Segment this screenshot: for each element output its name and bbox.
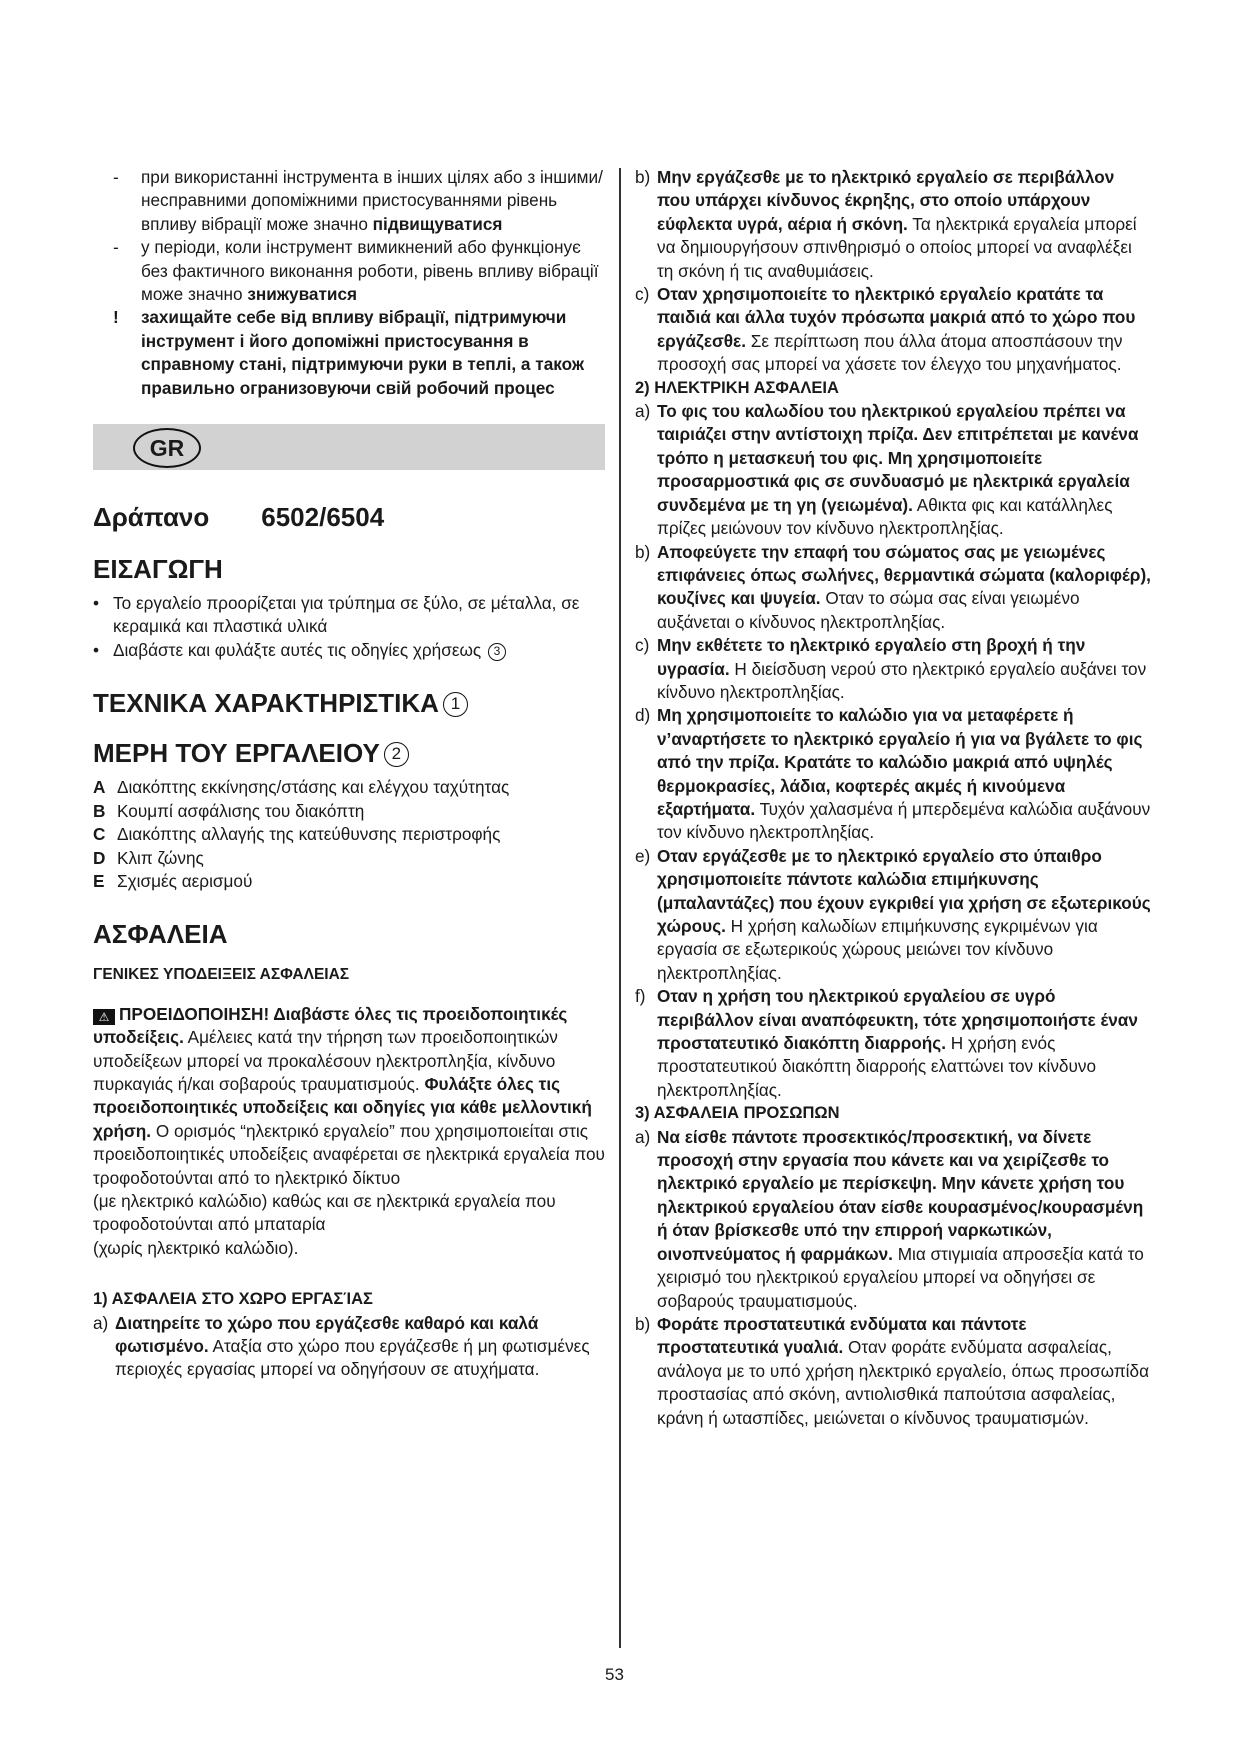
product-name: Δράπανο xyxy=(93,502,210,533)
uk-text: у періоди, коли інструмент вимикнений або функціонує без фактичного виконання роботи, рівень впливу вібрації може значно xyxy=(141,237,599,305)
item-letter: d) xyxy=(635,705,651,726)
part-key: D xyxy=(93,847,106,868)
specs-heading xyxy=(93,688,605,718)
part-key: C xyxy=(93,824,106,845)
safety-item xyxy=(635,400,1152,540)
warning-bold: ΠΡΟΕΙΔΟΠΟΙΗΣΗ! Διαβάστε όλες τις προειδοποιητικές υποδείξεις. xyxy=(93,1003,568,1048)
uk-text: при використанні інструмента в інших цілях або з іншими/несправними допоміжними пристосуваннями рівень впливу вібрації може значно xyxy=(141,167,603,234)
intro-bullet xyxy=(93,639,605,662)
bullet-icon: • xyxy=(93,639,100,660)
item-text: Αθικτα φις και κατάλληλες πρίζες μειώνουν τον κίνδυνο ηλεκτροπληξίας. xyxy=(657,494,1113,539)
language-badge: GR xyxy=(133,428,201,468)
item-text: Η χρήση ενός προστατευτικού διακόπτη διαρροής ελαττώνει τον κίνδυνο ηλεκτροπληξίας. xyxy=(657,1033,1097,1100)
figure-ref: 1 xyxy=(443,692,468,717)
item-text: Η χρήση καλωδίων επιμήκυνσης εγκριμένων για εργασία σε εξωτερικούς χώρους μειώνει τον κίνδυνο ηλεκτροπληξίας. xyxy=(657,916,1098,983)
bullet-icon: • xyxy=(93,593,100,614)
item-text: Τα ηλεκτρικά εργαλεία μπορεί να δημιουργήσουν σπινθηρισμό ο οποίος μπορεί να αναφλέξει τη σκόνη ή τις αναθυμιάσεις. xyxy=(657,213,1137,281)
intro-bullet xyxy=(93,592,605,639)
safety-item xyxy=(635,1126,1152,1313)
item-bold: Οταν η χρήση του ηλεκτρικού εργαλείου σε υγρό περιβάλλον είναι αναπόφευκτη, τότε χρησιμοποιήστε έναν προστατευτικό διακόπτη διαρροής. xyxy=(657,986,1138,1054)
uk-warning xyxy=(93,306,605,400)
exclamation-marker: ! xyxy=(113,307,119,328)
warning-text: (χωρίς ηλεκτρικό καλώδιο). xyxy=(93,1237,299,1258)
figure-ref: 3 xyxy=(488,643,506,661)
item-letter: c) xyxy=(635,635,650,656)
item-bold: Μην εκθέτετε το ηλεκτρικό εργαλείο στη βροχή ή την υγρασία. xyxy=(657,635,1086,679)
column-divider xyxy=(619,168,621,1648)
item-text: Σε περίπτωση που άλλα άτομα αποσπάσουν την προσοχή σας μπορεί να χάσετε τον έλεγχο του μηχανήματος. xyxy=(657,330,1123,375)
uk-bold-text: підвищуватися xyxy=(372,213,503,234)
uk-warning-text: захищайте себе від впливу вібрації, підтримуючи інструмент і його допоміжні пристосування в справному стані, підтримуючи руки в теплі, а також правильно огранизовуючи свій робочий процес xyxy=(141,307,585,398)
part-key: E xyxy=(93,870,105,891)
warning-text: Αμέλειες κατά την τήρηση των προειδοποιητικών υποδείξεων μπορεί να προκαλέσουν ηλεκτροπληξία, κίνδυνο πυρκαγιάς ή/και σοβαρούς τραυματισμούς. xyxy=(93,1027,558,1094)
item-bold: Μην εργάζεσθε με το ηλεκτρικό εργαλείο σε περιβάλλον που υπάρχει κίνδυνος έκρηξης, στο οποίο υπάρχουν εύφλεκτα υγρά, αέρια ή σκόνη. xyxy=(657,167,1115,234)
safety-item xyxy=(635,1313,1152,1430)
intro-heading: ΕΙΣΑΓΩΓΗ xyxy=(93,554,223,585)
item-text: Μια στιγμιαία απροσεξία κατά το χειρισμό του ηλεκτρικού εργαλείου μπορεί να οδηγήσει σε σοβαρούς τραυματισμούς. xyxy=(657,1243,1144,1311)
safety-heading: ΑΣΦΑΛΕΙΑ xyxy=(93,919,228,950)
page-number: 53 xyxy=(605,1665,624,1684)
safety-item xyxy=(635,166,1152,283)
warning-icon: ⚠ xyxy=(93,1009,115,1025)
item-text: Οταν το σώμα σας είναι γειωμένο αυξάνεται ο κίνδυνος ηλεκτροπληξίας. xyxy=(657,588,1080,632)
part-item xyxy=(93,800,605,823)
item-letter: b) xyxy=(635,1313,651,1334)
general-warning xyxy=(93,1003,605,1260)
item-bold: Διατηρείτε το χώρο που εργάζεσθε καθαρό και καλά φωτισμένο. xyxy=(115,1312,539,1356)
item-text: Η διείσδυση νερού στο ηλεκτρικό εργαλείο αυξάνει τον κίνδυνο ηλεκτροπληξίας. xyxy=(657,658,1147,702)
warning-text: (με ηλεκτρικό καλώδιο) καθώς και σε ηλεκτρικά εργαλεία που τροφοδοτούνται από μπαταρία xyxy=(93,1190,556,1235)
part-key: A xyxy=(93,777,106,798)
item-letter: e) xyxy=(635,845,651,866)
safety-item xyxy=(635,985,1152,1102)
safety-item xyxy=(635,634,1152,704)
uk-list-item xyxy=(93,236,605,306)
intro-bullet-text: Το εργαλείο προορίζεται για τρύπημα σε ξύλο, σε μέταλλα, σε κεραμικά και πλαστικά υλικά xyxy=(113,593,580,637)
item-bold: Το φις του καλωδίου του ηλεκτρικού εργαλείου πρέπει να ταιριάζει στην αντίστοιχη πρίζα. Δεν επιτρέπεται με κανένα τρόπο η μετασκευή του φις. Μη χρησιμοποιείτε προσαρμοστικά φις σε συνδυασμό με ηλεκτρικά εργαλεία συνδεμένα με τη γη (γειωμένα). xyxy=(657,401,1139,515)
figure-ref: 2 xyxy=(384,742,409,767)
left-column xyxy=(93,166,605,1382)
item-bold: Μη χρησιμοποιείτε το καλώδιο για να μεταφέρετε ή ν’αναρτήσετε το ηλεκτρικό εργαλείο ή για να βγάλετε το φις από την πρίζα. Κρατάτε το καλώδιο μακριά από υψηλές θερμοκρασίες, λάδια, κοφτερές ακμές ή κινούμενα εξαρτήματα. xyxy=(657,705,1143,819)
part-text: Διακόπτης αλλαγής της κατεύθυνσης περιστροφής xyxy=(117,824,501,845)
uk-list-item xyxy=(93,166,605,236)
safety-item xyxy=(635,541,1152,635)
personal-safety-heading: 3) ΑΣΦΑΛΕΙΑ ΠΡΟΣΩΠΩΝ xyxy=(635,1104,840,1123)
part-text: Κλιπ ζώνης xyxy=(117,847,204,868)
right-column xyxy=(635,166,1152,1430)
product-model: 6502/6504 xyxy=(261,502,385,533)
item-letter: f) xyxy=(635,986,646,1007)
specs-heading-text: ΤΕΧΝΙΚΑ ΧΑΡΑΚΤΗΡΙΣΤΙΚΑ xyxy=(93,688,439,719)
item-text: Τυχόν χαλασμένα ή μπερδεμένα καλώδια αυξάνουν τον κίνδυνο ηλεκτροπληξίας. xyxy=(657,798,1151,843)
item-bold: Φοράτε προστατευτικά ενδύματα και πάντοτε προστατευτικά γυαλιά. xyxy=(657,1313,1027,1358)
item-letter: b) xyxy=(635,167,651,187)
warning-bold: Φυλάξτε όλες τις προειδοποιητικές υποδείξεις και οδηγίες για κάθε μελλοντική χρήση. xyxy=(93,1073,592,1141)
intro-bullet-text: Διαβάστε και φυλάξτε αυτές τις οδηγίες χρήσεως xyxy=(113,639,482,660)
part-item xyxy=(93,776,605,799)
general-safety-heading: ΓΕΝΙΚΕΣ ΥΠΟΔΕΙΞΕΙΣ ΑΣΦΑΛΕΙΑΣ xyxy=(93,966,350,984)
safety-item xyxy=(635,845,1152,985)
part-text: Κουμπί ασφάλισης του διακόπτη xyxy=(117,800,365,821)
dash-marker: - xyxy=(113,167,119,187)
part-text: Διακόπτης εκκίνησης/στάσης και ελέγχου ταχύτητας xyxy=(117,777,510,798)
item-bold: Οταν εργάζεσθε με το ηλεκτρικό εργαλείο στο ύπαιθρο χρησιμοποιείτε πάντοτε καλώδια επιμήκυνσης (μπαλαντάζες) που έχουν εγκριθεί για χρήση σε εξωτερικούς χώρους. xyxy=(657,845,1151,936)
safety-item xyxy=(635,704,1152,844)
electrical-safety-heading: 2) ΗΛΕΚΤΡΙΚΗ ΑΣΦΑΛΕΙΑ xyxy=(635,378,839,397)
item-bold: Οταν χρησιμοποιείτε το ηλεκτρικό εργαλείο κρατάτε τα παιδιά και άλλα τυχόν πρόσωπα μακριά από το χώρο που εργάζεσθε. xyxy=(657,284,1136,351)
warning-text: Ο ορισμός “ηλεκτρικό εργαλείο” που χρησιμοποιείται στις προειδοποιητικές υποδείξεις αναφέρεται σε ηλεκτρικά εργαλεία που τροφοδοτούνται από το ηλεκτρικό δίκτυο xyxy=(93,1120,605,1188)
product-title xyxy=(93,502,605,532)
uk-bold-text: знижуватися xyxy=(247,284,358,305)
parts-heading-text: ΜΕΡΗ ΤΟΥ ΕΡΓΑΛΕΙΟΥ xyxy=(93,738,380,769)
item-letter: a) xyxy=(635,401,651,422)
part-key: B xyxy=(93,800,106,821)
item-bold: Αποφεύγετε την επαφή του σώματος σας με γειωμένες επιφάνειες όπως σωλήνες, θερμαντικά σώματα (καλοριφέρ), κουζίνες και ψυγεία. xyxy=(657,541,1151,609)
safety-item xyxy=(93,1312,605,1382)
dash-marker: - xyxy=(113,237,119,258)
item-letter: a) xyxy=(93,1312,109,1333)
item-letter: c) xyxy=(635,284,650,305)
part-item xyxy=(93,847,605,870)
part-item xyxy=(93,870,605,893)
part-text: Σχισμές αερισμού xyxy=(117,870,253,891)
item-text: Οταν φοράτε ενδύματα ασφαλείας, ανάλογα με το υπό χρήση ηλεκτρικό εργαλείο, όπως προσωπίδα προστασίας από σκόνη, αντιολισθικά παπούτσια ασφαλείας, κράνη ή ωτασπίδες, μειώνεται ο κίνδυνος τραυματισμών. xyxy=(657,1337,1150,1428)
item-letter: b) xyxy=(635,541,651,562)
item-bold: Να είσθε πάντοτε προσεκτικός/προσεκτική, να δίνετε προσοχή στην εργασία που κάνετε και να χειρίζεσθε το ηλεκτρικό εργαλείο με περίσκεψη. Μην κάνετε χρήση του ηλεκτρικού εργαλείου όταν είσθε κουρασμένος/κουρασμένη ή όταν βρίσκεσθε υπό την επιρροή ναρκωτικών, οινοπνεύματος ή φαρμάκων. xyxy=(657,1126,1144,1264)
safety-item xyxy=(635,283,1152,377)
item-letter: a) xyxy=(635,1126,651,1147)
item-text: Αταξία στο χώρο που εργάζεσθε ή μη φωτισμένες περιοχές εργασίας μπορεί να οδηγήσουν σε ατυχήματα. xyxy=(115,1336,590,1380)
parts-heading xyxy=(93,738,605,768)
work-area-heading: 1) ΑΣΦΑΛΕΙΑ ΣΤΟ ΧΩΡΟ ΕΡΓΑΣΊΑΣ xyxy=(93,1290,373,1309)
language-band xyxy=(93,424,605,470)
part-item xyxy=(93,823,605,846)
